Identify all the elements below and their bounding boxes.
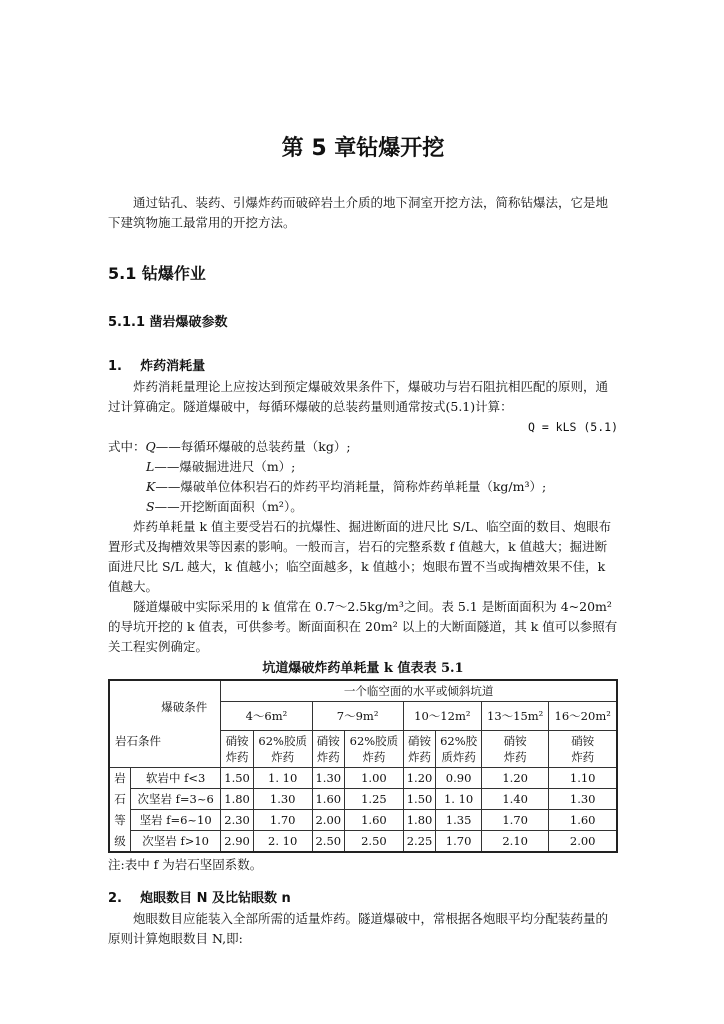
- explosive-line: 炸药: [362, 750, 386, 764]
- item-number: 1.: [108, 359, 122, 374]
- explosive-header: [345, 731, 404, 768]
- k-value-cell: 1.60: [345, 810, 404, 831]
- k-value-cell: 1.20: [403, 768, 436, 789]
- k-value-table: [108, 679, 618, 853]
- k-value-cell: 1.70: [436, 831, 482, 853]
- table-row: [109, 810, 617, 831]
- k-value-cell: 1. 10: [436, 789, 482, 810]
- explosive-header: [312, 731, 345, 768]
- explosive-line: 炸药: [503, 750, 527, 764]
- symbol: L: [146, 459, 155, 474]
- area-header: 10～12m²: [403, 702, 481, 731]
- explosive-line: 62%胶质: [349, 734, 399, 748]
- explosive-line: 炸药: [408, 750, 432, 764]
- paragraph: 炸药单耗量 k 值主要受岩石的抗爆性、掘进断面的进尺比 S/L、临空面的数目、炮眼布置形式及掏槽效果等因素的影响。一般而言，岩石的完整系数 f 值越大，k 值越大；掘进断面进尺比 S/L 越大，k 值越小；临空面越多，k 值越小；炮眼布置不当或掏槽效果不佳，k 值越大。: [108, 519, 612, 594]
- section-heading: 5.1 钻爆作业: [108, 264, 206, 283]
- k-value-cell: 1.50: [221, 768, 254, 789]
- k-value-cell: 1.30: [312, 768, 345, 789]
- explosive-line: 硝铵: [316, 734, 340, 748]
- item-title: 炸药消耗量: [140, 359, 206, 374]
- grade-label: 石: [109, 789, 131, 810]
- explosive-line: 炸药: [571, 750, 595, 764]
- k-value-cell: 1.70: [481, 810, 548, 831]
- definition: ——开挖断面面积（m²）。: [154, 499, 303, 514]
- group-header: 一个临空面的水平或倾斜坑道: [221, 680, 617, 702]
- grade-label: 岩: [109, 768, 131, 789]
- table-row: [109, 831, 617, 853]
- k-value-cell: 2.00: [312, 810, 345, 831]
- paragraph: 隧道爆破中实际采用的 k 值常在 0.7～2.5kg/m³之间。表 5.1 是断面面积为 4~20m² 的导坑开挖的 k 值表，可供参考。断面面积在 20m² 以上的大断面隧道，其 k 值可以参照有关工程实例确定。: [108, 599, 618, 654]
- k-value-cell: 1.30: [253, 789, 312, 810]
- k-value-cell: 1. 10: [253, 768, 312, 789]
- rock-condition: 软岩中 f<3: [131, 768, 221, 789]
- explosive-line: 质炸药: [441, 750, 476, 764]
- grade-label: 等: [109, 810, 131, 831]
- item-heading-1: [108, 357, 618, 377]
- table-caption: 坑道爆破炸药单耗量 k 值表表 5.1: [262, 661, 464, 676]
- rock-condition: 次坚岩 f=3~6: [131, 789, 221, 810]
- symbol: K: [146, 479, 156, 494]
- k-value-cell: 1.10: [549, 768, 617, 789]
- item-title: 炮眼数目 N 及比钻眼数 n: [140, 891, 291, 906]
- explosive-header: [481, 731, 548, 768]
- table-row: [109, 789, 617, 810]
- k-value-cell: 2.50: [312, 831, 345, 853]
- k-value-cell: 1.50: [403, 789, 436, 810]
- k-value-cell: 1.80: [221, 789, 254, 810]
- symbol: Q: [145, 439, 156, 454]
- k-value-cell: 1.35: [436, 810, 482, 831]
- area-header: 4～6m²: [221, 702, 312, 731]
- where-label: 式中：: [108, 439, 146, 454]
- corner-top-label: 爆破条件: [161, 700, 208, 714]
- explosive-line: 62%胶质: [258, 734, 307, 748]
- item-heading-2: [108, 889, 618, 909]
- explosive-header: [549, 731, 617, 768]
- explosive-header: [436, 731, 482, 768]
- paragraph: 炮眼数目应能装入全部所需的适量炸药。隧道爆破中，常根据各炮眼平均分配装药量的原则计算炮眼数目 N,即:: [108, 911, 609, 946]
- explosive-header: [253, 731, 312, 768]
- explosive-header: [403, 731, 436, 768]
- corner-bottom-label: 岩石条件: [115, 734, 161, 748]
- formula: Q = kLS (5.1): [527, 420, 618, 434]
- chapter-title: 第 5 章钻爆开挖: [281, 136, 445, 161]
- k-value-cell: 2.00: [549, 831, 617, 853]
- k-value-cell: 1.70: [253, 810, 312, 831]
- k-value-cell: 0.90: [436, 768, 482, 789]
- table-note: 注:表中 f 为岩石坚固系数。: [108, 857, 263, 872]
- subsection-heading: 5.1.1 凿岩爆破参数: [108, 315, 228, 330]
- rock-condition: 坚岩 f=6~10: [131, 810, 221, 831]
- table-row: [109, 768, 617, 789]
- explosive-line: 硝铵: [503, 734, 527, 748]
- k-value-cell: 2.25: [403, 831, 436, 853]
- k-value-cell: 1.60: [312, 789, 345, 810]
- explosive-line: 硝铵: [571, 734, 595, 748]
- k-value-cell: 2.30: [221, 810, 254, 831]
- k-value-cell: 1.20: [481, 768, 548, 789]
- area-header: 7～9m²: [312, 702, 403, 731]
- definition: ——每循环爆破的总装药量（kg）;: [155, 439, 351, 454]
- definition: ——爆破掘进进尺（m）;: [154, 459, 296, 474]
- definitions: [108, 437, 618, 517]
- k-value-cell: 2.10: [481, 831, 548, 853]
- k-value-cell: 1.00: [345, 768, 404, 789]
- corner-cell: [109, 680, 221, 768]
- area-header: 16～20m²: [549, 702, 617, 731]
- k-value-cell: 1.30: [549, 789, 617, 810]
- k-value-cell: 1.25: [345, 789, 404, 810]
- definition: ——爆破单位体积岩石的炸药平均消耗量，简称炸药单耗量（kg/m³）;: [155, 479, 547, 494]
- grade-label: 级: [109, 831, 131, 853]
- item-number: 2.: [108, 891, 122, 906]
- area-header: 13～15m²: [481, 702, 548, 731]
- explosive-line: 炸药: [225, 750, 249, 764]
- explosive-line: 62%胶: [440, 734, 478, 748]
- explosive-line: 硝铵: [225, 734, 249, 748]
- explosive-line: 炸药: [271, 750, 295, 764]
- k-value-cell: 2. 10: [253, 831, 312, 853]
- symbol: S: [146, 499, 155, 514]
- explosive-line: 炸药: [316, 750, 340, 764]
- k-value-cell: 1.40: [481, 789, 548, 810]
- intro-paragraph: 通过钻孔、装药、引爆炸药而破碎岩土介质的地下洞室开挖方法，简称钻爆法，它是地下建筑物施工最常用的开挖方法。: [108, 195, 609, 230]
- k-value-cell: 2.90: [221, 831, 254, 853]
- k-value-cell: 1.60: [549, 810, 617, 831]
- explosive-header: [221, 731, 254, 768]
- rock-condition: 次坚岩 f>10: [131, 831, 221, 853]
- k-value-cell: 1.80: [403, 810, 436, 831]
- paragraph: 炸药消耗量理论上应按达到预定爆破效果条件下，爆破功与岩石阻抗相匹配的原则，通过计算确定。隧道爆破中，每循环爆破的总装药量则通常按式(5.1)计算：: [108, 379, 609, 414]
- k-value-cell: 2.50: [345, 831, 404, 853]
- explosive-line: 硝铵: [408, 734, 432, 748]
